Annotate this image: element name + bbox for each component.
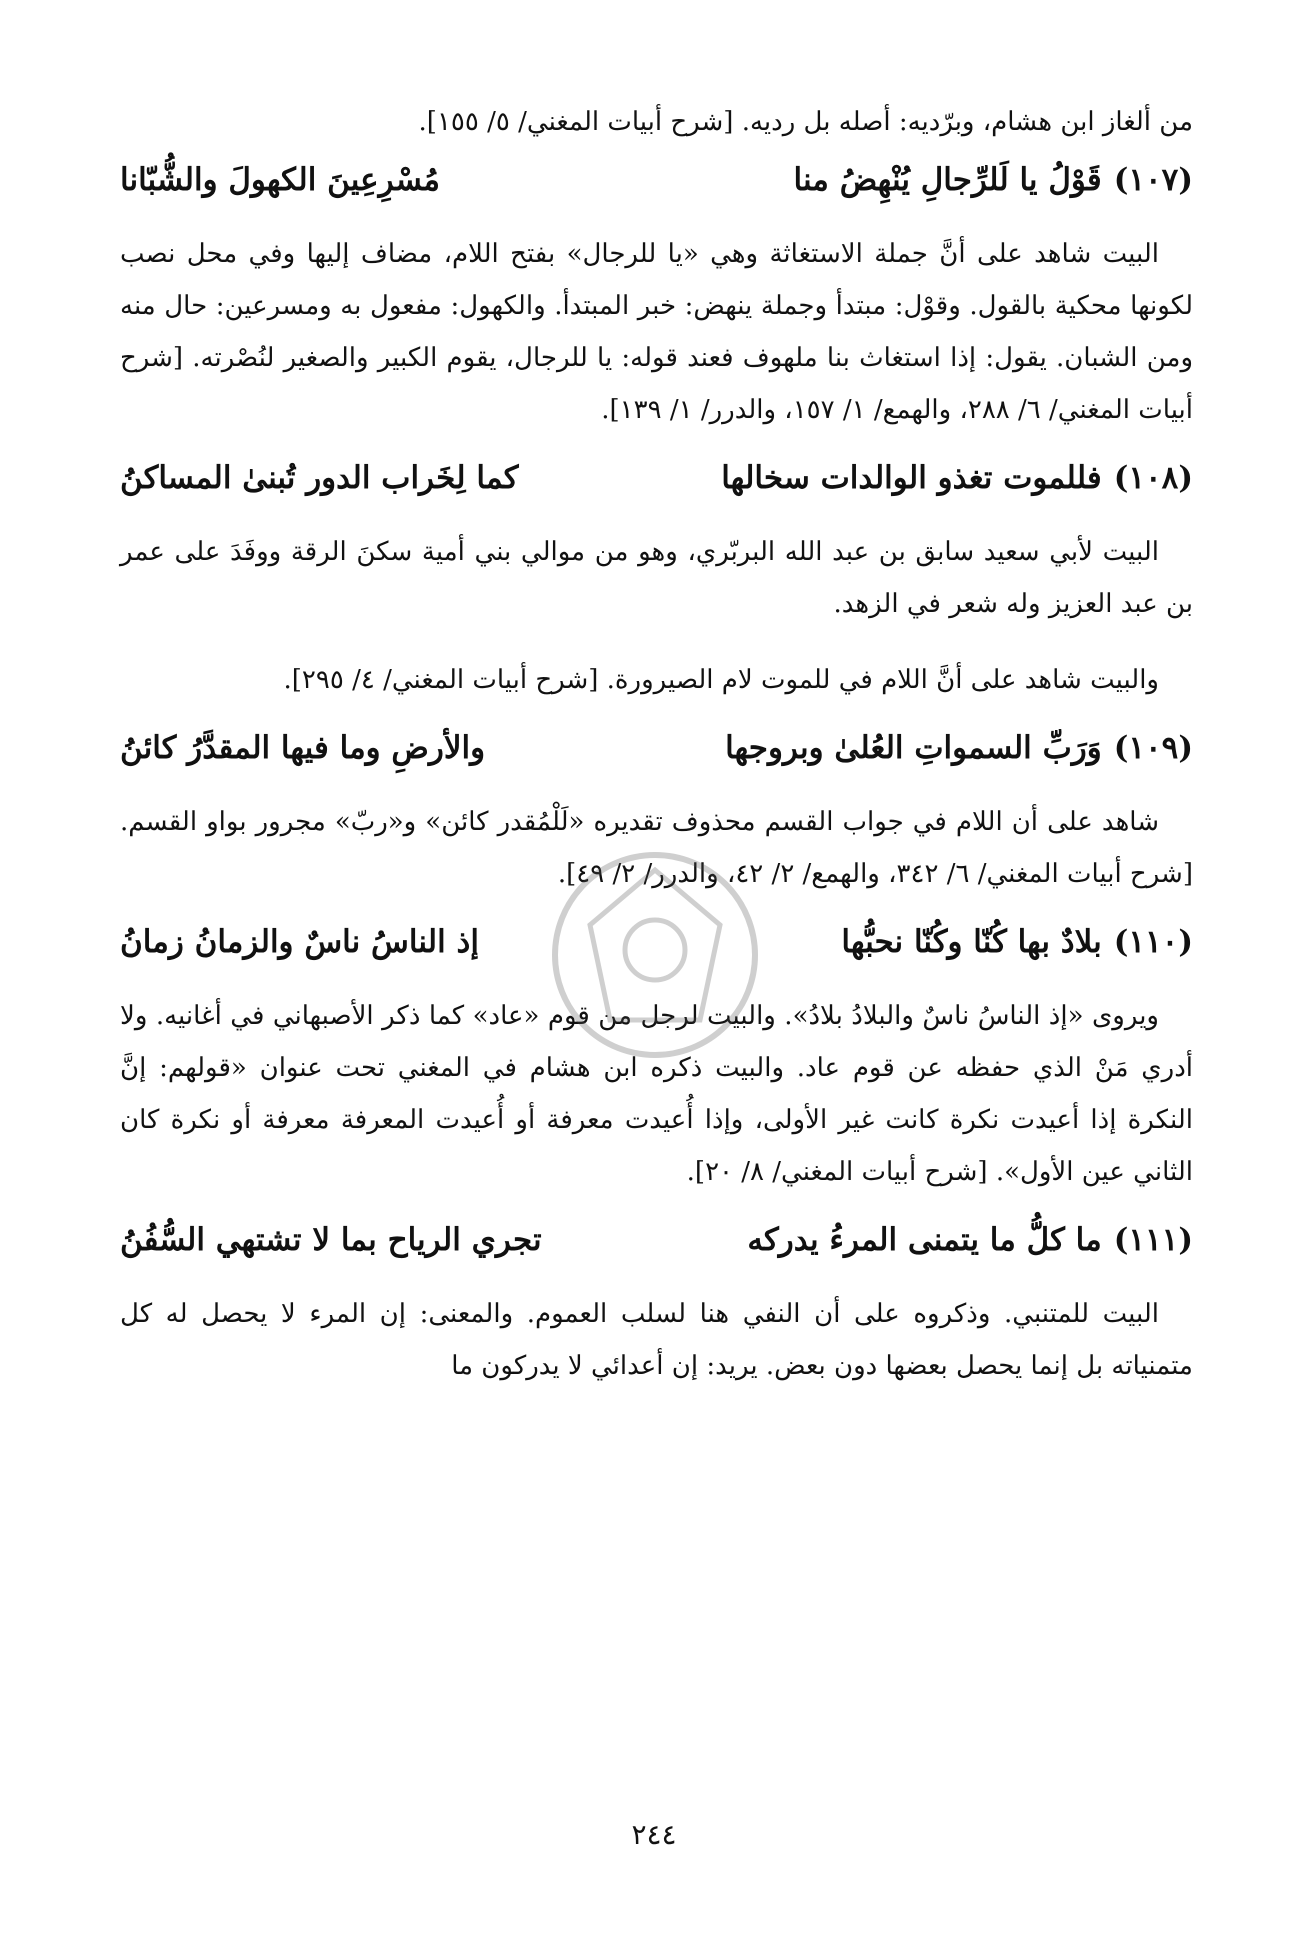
verse-line bbox=[120, 730, 1193, 766]
verse-line bbox=[120, 1222, 1193, 1258]
paragraph: ويروى «إذ الناسُ ناسٌ والبلادُ بلادُ». والبيت لرجل من قوم «عاد» كما ذكر الأصبهاني في أغانيه. ولا أدري مَنْ الذي حفظه عن قوم عاد. والبيت ذكره ابن هشام في المغني تحت عنوان «قولهم: إنَّ النكرة إذا أعيدت نكرة كانت غير الأولى، وإذا أُعيدت معرفة أو أُعيدت المعرفة معرفة أو نكرة كان الثاني عين الأول». [شرح أبيات المغني/ ٨/ ٢٠]. bbox=[120, 1001, 1193, 1187]
verse-first-hemistich: قَوْلُ يا لَلرِّجالِ يُنْهِضُ منا bbox=[793, 162, 1102, 198]
verse-line bbox=[120, 460, 1193, 496]
verse-number: (١١٠) bbox=[1113, 924, 1193, 960]
verse-first-hemistich: ما كلُّ ما يتمنى المرءُ يدركه bbox=[747, 1222, 1102, 1258]
verse-first-hemistich: وَرَبِّ السمواتِ العُلىٰ وبروجها bbox=[725, 730, 1102, 766]
paragraph: من ألغاز ابن هشام، وبرّديه: أصله بل رديه. [شرح أبيات المغني/ ٥/ ١٥٥]. bbox=[418, 107, 1193, 137]
verse-number: (١٠٩) bbox=[1113, 730, 1193, 766]
paragraph: البيت شاهد على أنَّ جملة الاستغاثة وهي «يا للرجال» بفتح اللام، مضاف إليها وفي محل نصب لكونها محكية بالقول. وقوْل: مبتدأ وجملة ينهض: خبر المبتدأ. والكهول: مفعول به ومسرعين: حال منه ومن الشبان. يقول: إذا استغاث بنا ملهوف فعند قوله: يا للرجال، يقوم الكبير والصغير لنُصْرته. [شرح أبيات المغني/ ٦/ ٢٨٨، والهمع/ ١/ ١٥٧، والدرر/ ١/ ١٣٩]. bbox=[120, 239, 1193, 425]
verse-number: (١٠٧) bbox=[1113, 162, 1193, 198]
verse-number: (١١١) bbox=[1113, 1222, 1193, 1258]
page-content bbox=[120, 96, 1193, 1392]
page-number: ٢٤٤ bbox=[631, 1818, 677, 1851]
verse-first-hemistich: بلادٌ بها كُنّا وكُنّا نحبُّها bbox=[841, 924, 1102, 960]
paragraph: والبيت شاهد على أنَّ اللام في للموت لام الصيرورة. [شرح أبيات المغني/ ٤/ ٢٩٥]. bbox=[283, 665, 1159, 695]
verse-second-hemistich: كما لِخَراب الدور تُبنىٰ المساكنُ bbox=[120, 460, 519, 496]
verse-number: (١٠٨) bbox=[1113, 460, 1193, 496]
verse-second-hemistich: مُسْرِعِينَ الكهولَ والشُّبّانا bbox=[120, 162, 440, 198]
paragraph: البيت للمتنبي. وذكروه على أن النفي هنا لسلب العموم. والمعنى: إن المرء لا يحصل له كل متمنياته بل إنما يحصل بعضها دون بعض. يريد: إن أعدائي لا يدركون ما bbox=[120, 1299, 1193, 1381]
verse-second-hemistich: إذ الناسُ ناسٌ والزمانُ زمانُ bbox=[120, 924, 479, 960]
verse-line bbox=[120, 162, 1193, 198]
verse-second-hemistich: والأرضِ وما فيها المقدَّرُ كائنُ bbox=[120, 730, 486, 766]
library-seal-watermark bbox=[530, 830, 780, 1080]
paragraph: شاهد على أن اللام في جواب القسم محذوف تقديره «لَلْمُقدر كائن» و«ربّ» مجرور بواو القسم. [شرح أبيات المغني/ ٦/ ٣٤٢، والهمع/ ٢/ ٤٢، والدرر/ ٢/ ٤٩]. bbox=[120, 807, 1193, 889]
verse-first-hemistich: فللموت تغذو الوالدات سخالها bbox=[721, 460, 1102, 496]
verse-second-hemistich: تجري الرياح بما لا تشتهي السُّفُنُ bbox=[120, 1222, 542, 1258]
paragraph: البيت لأبي سعيد سابق بن عبد الله البربّري، وهو من موالي بني أمية سكنَ الرقة ووفَدَ على عمر بن عبد العزيز وله شعر في الزهد. bbox=[120, 537, 1193, 619]
